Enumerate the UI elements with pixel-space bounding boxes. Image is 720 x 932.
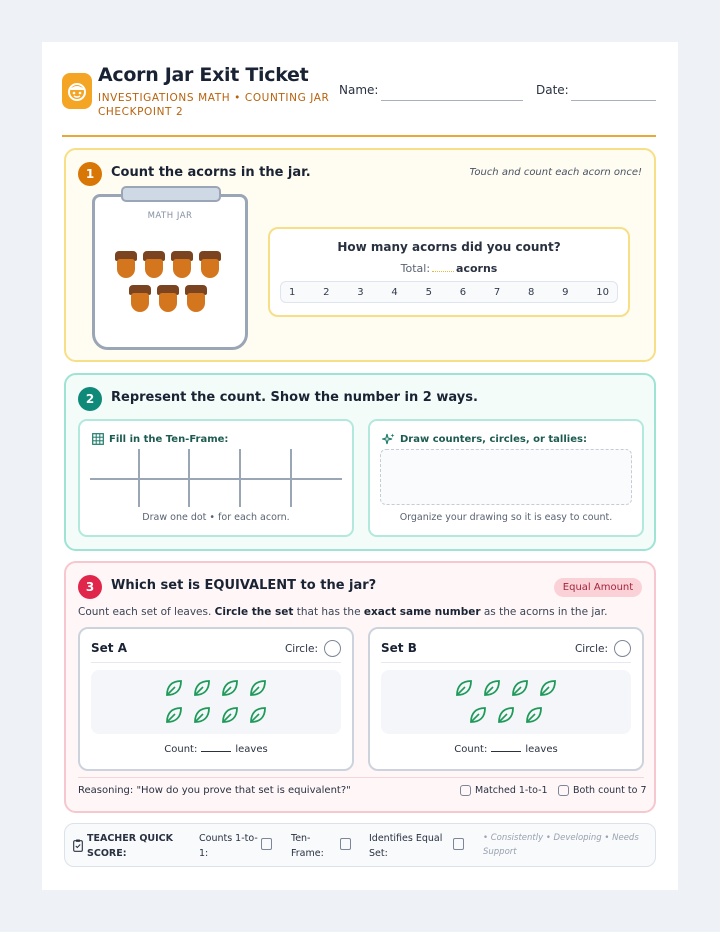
circle-label: Circle: [574,642,608,655]
number-line-tick[interactable]: 7 [493,286,501,298]
jar-label: MATH JAR [147,211,193,221]
leaf-icon [164,705,184,729]
count-blank[interactable] [201,751,231,752]
sparkle-icon [382,433,395,446]
drawing-area[interactable] [380,449,632,505]
leaf-icon [192,678,212,702]
checkbox-icon[interactable] [460,785,471,796]
score-key: • Consistently • Developing • Needs Support [483,833,639,857]
total-line [270,262,628,275]
question-1-card [64,148,656,362]
acorn-icon [199,251,221,279]
count-blank[interactable] [491,751,521,752]
question-title: Represent the count. Show the number in 2 ways. [111,390,478,405]
score-checkbox-equal-set[interactable] [453,838,464,850]
name-label: Name: [339,83,379,97]
drawing-panel [368,419,644,537]
checkbox-icon[interactable] [558,785,569,796]
number-line [280,281,618,303]
acorn-icon [157,285,179,313]
total-blank[interactable] [432,271,454,272]
number-line-tick[interactable]: 5 [425,286,432,298]
number-line-tick[interactable]: 6 [459,286,467,298]
ten-frame-panel [78,419,354,537]
page-subtitle: INVESTIGATIONS MATH • COUNTING JAR CHECKPOINT 2 [98,92,330,118]
score-item-counts: Counts 1-to- 1: [199,833,258,859]
score-item-ten-frame: Ten- Frame: [291,833,324,859]
teacher-score-bar [64,823,656,867]
question-3-card [64,561,656,813]
question-number: 3 [78,575,102,599]
number-line-tick[interactable]: 1 [289,286,296,298]
question-hint: Touch and count each acorn once! [469,167,642,178]
header-divider [62,135,656,137]
set-b-card [368,627,644,771]
score-title: TEACHER QUICK SCORE: [87,833,174,859]
date-label: Date: [536,83,569,97]
question-title: Count the acorns in the jar. [111,165,311,180]
leaf-icon [468,705,488,729]
question-instructions: Count each set of leaves. Circle the set that has the exact same number as the acorns in the jar. [78,606,608,618]
circle-label: Circle: [284,642,318,655]
equal-amount-badge: Equal Amount [554,578,642,597]
page-title: Acorn Jar Exit Ticket [98,64,309,86]
leaf-icon [496,705,516,729]
number-line-tick[interactable]: 10 [596,286,609,298]
question-number: 2 [78,387,102,411]
drawing-note: Organize your drawing so it is easy to count. [399,512,613,523]
leaf-icon [164,678,184,702]
acorn-icon [171,251,193,279]
leaf-icon [248,678,268,702]
leaf-icon [524,705,544,729]
acorn-icon [115,251,137,279]
leaf-icon [482,678,502,702]
jar-lid [121,186,221,202]
leaf-set [381,670,631,734]
number-line-tick[interactable]: 4 [391,286,398,298]
leaf-icon [220,678,240,702]
checkbox-both-count[interactable]: Both count to 7 [558,785,647,796]
number-line-tick[interactable]: 8 [527,286,535,298]
reasoning-prompt: Reasoning: "How do you prove that set is equivalent?" [78,785,351,796]
leaf-icon [220,705,240,729]
acorn-icon [129,285,151,313]
set-name: Set A [91,641,127,655]
total-label: Total: [400,262,431,275]
leaf-icon [192,705,212,729]
question-title: Which set is EQUIVALENT to the jar? [111,578,377,593]
clipboard-icon [73,839,83,852]
acorn-face-icon [62,73,92,109]
count-box [268,227,630,317]
circle-choice-set-b[interactable] [614,640,631,657]
exit-ticket-sheet [42,42,678,890]
count-question: How many acorns did you count? [337,240,561,254]
checkbox-matched[interactable]: Matched 1-to-1 [460,785,548,796]
set-name: Set B [381,641,417,655]
header [62,64,656,138]
leaf-icon [538,678,558,702]
acorn-icon [143,251,165,279]
score-checkbox-counts[interactable] [261,838,272,850]
date-field[interactable] [571,100,656,101]
question-2-card [64,373,656,551]
leaf-icon [248,705,268,729]
name-field[interactable] [381,100,523,101]
set-count: Count: leaves [454,744,558,755]
math-jar [92,194,248,350]
set-count: Count: leaves [164,744,268,755]
grid-icon [92,433,104,445]
total-unit: acorns [456,262,498,275]
score-item-equal-set: Identifies Equal Set: [369,833,443,859]
question-number: 1 [78,162,102,186]
number-line-tick[interactable]: 2 [323,286,330,298]
leaf-icon [454,678,474,702]
ten-frame-label: Fill in the Ten-Frame: [109,433,229,445]
number-line-tick[interactable]: 3 [357,286,364,298]
set-a-card [78,627,354,771]
acorn-icon [185,285,207,313]
ten-frame-note: Draw one dot • for each acorn. [142,512,290,523]
drawing-label: Draw counters, circles, or tallies: [400,434,587,445]
circle-choice-set-a[interactable] [324,640,341,657]
score-checkbox-ten-frame[interactable] [340,838,351,850]
leaf-set [91,670,341,734]
number-line-tick[interactable]: 9 [562,286,569,298]
ten-frame[interactable] [90,449,342,509]
leaf-icon [510,678,530,702]
